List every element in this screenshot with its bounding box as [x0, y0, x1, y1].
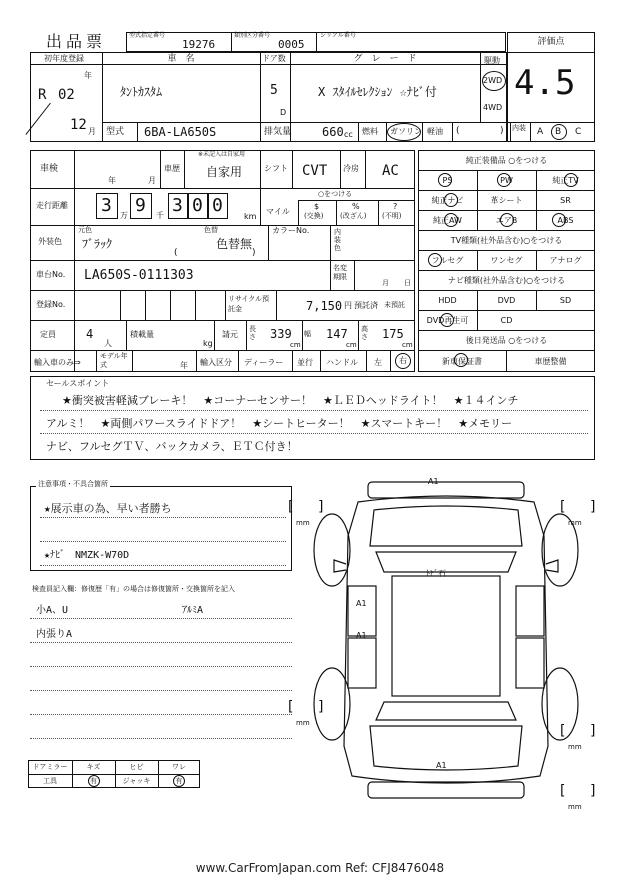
equip-aw: 純正AW [433, 216, 462, 225]
legend-mirror: ドアミラー [32, 763, 68, 771]
paren-close: ) [500, 126, 504, 136]
mileage-label: 走行距離 [36, 201, 68, 210]
ac-value: AC [382, 163, 399, 179]
color-value: ﾌﾞﾗｯｸ [82, 237, 113, 251]
vtype-label: 車歴 [164, 164, 180, 173]
interior-a: A [537, 127, 544, 137]
interior-color-label: 内装色 [334, 228, 341, 252]
model-value: 6BA-LA650S [144, 125, 217, 139]
mile-label: マイル [266, 207, 290, 216]
equip-abs: ABS [557, 216, 574, 225]
sales-point-line-3: ナビ、フルセグＴＶ、バックカメラ、ＥＴＣ付き！ [46, 440, 298, 453]
hgt-value: 175 [382, 327, 404, 341]
legend-break: ワレ [172, 763, 186, 771]
drive-label: 駆動 [484, 56, 500, 65]
car-name-value: ﾀﾝﾄｶｽﾀﾑ [120, 85, 163, 99]
exchange-label: (交換) [304, 212, 324, 220]
damage-door-1: A1 [356, 599, 367, 608]
legend-tool: 工具 [43, 777, 57, 785]
legend-jack: ジャッキ [122, 777, 151, 785]
note-line-1: ★展示車の為、早い者勝ち [44, 502, 172, 515]
footer-reference: www.CarFromJapan.com Ref: CFJ8476048 [195, 861, 445, 875]
vtype-note: ※未記入は自家用 [198, 151, 246, 158]
color-change-value: 色替無 [216, 237, 253, 251]
first-reg-label: 初年度登録 [44, 54, 84, 63]
damage-roof: ﾄﾋﾞ石 [426, 569, 446, 578]
month-unit: 月 [88, 127, 96, 136]
mileage-digit-2: 9 [135, 195, 146, 216]
notes-label: 注意事項・不具合箇所 [38, 480, 108, 488]
mileage-digit-1: 3 [101, 195, 112, 216]
unknown-symbol: ? [393, 202, 398, 211]
len-label: 長さ [249, 325, 256, 341]
score-label: 評価点 [537, 37, 565, 47]
doors-value: 5 [270, 83, 278, 98]
rename-month: 月 [382, 279, 389, 287]
handle-right: 右 [399, 356, 407, 365]
km-unit: km [244, 212, 257, 221]
genuine-header: 純正装備品 ○をつける [465, 156, 548, 165]
paren-open: ( [456, 126, 460, 136]
tv-analog: アナログ [549, 256, 582, 265]
fuel-gasoline: ガソリン [390, 127, 422, 136]
recycle-unit: 円 [344, 301, 352, 310]
hgt-unit: cm [402, 341, 413, 349]
ac-label: 冷房 [343, 164, 359, 173]
hgt-label: 高さ [361, 325, 368, 341]
navi-hdd: HDD [438, 296, 457, 305]
interior-c: C [575, 127, 582, 137]
mileage-man-unit: 万 [120, 211, 128, 220]
chassis-label: 車台No. [36, 270, 66, 279]
handle-left: 左 [374, 358, 382, 367]
inspector-note-2: 内張りA [36, 629, 73, 640]
later-header: 後日発送品 ○をつける [465, 336, 548, 345]
doors-label: ドア数 [262, 54, 286, 63]
damage-door-2: A1 [356, 631, 367, 640]
vtype-value: 自家用 [206, 165, 243, 179]
import-class-label: 輸入区分 [200, 358, 232, 367]
class-no-value: 0005 [278, 38, 305, 51]
navi-dvd: DVD [497, 296, 516, 305]
equip-navi: 純正ナビ [431, 196, 464, 205]
unknown-label: (不明) [382, 212, 402, 220]
navi-sd: SD [559, 296, 572, 305]
handle-label: ハンドル [326, 358, 358, 367]
color-no-label: カラーNo. [272, 226, 310, 235]
damage-rear-bumper: A1 [436, 761, 447, 770]
color-label: 外装色 [38, 237, 62, 246]
parallel-label: 並行 [297, 358, 313, 367]
year-value: 02 [58, 87, 75, 103]
tamper-symbol: % [352, 202, 360, 211]
regno-label: 登録No. [36, 300, 66, 309]
later-warranty: 新車保証書 [442, 357, 482, 366]
navi-cd: CD [500, 316, 513, 325]
sales-point-line-2: アルミ！ ★両側パワースライドドア！ ★シートヒーター！ ★スマートキー！ ★メモリー [46, 417, 513, 430]
mileage-digit-5: 0 [212, 195, 223, 216]
model-year-label: モデル年式 [100, 352, 128, 369]
legend-crack: ヒビ [129, 763, 144, 771]
score-value: 4.5 [514, 63, 576, 103]
len-unit: cm [290, 341, 301, 349]
orig-color-label: 元色 [78, 226, 92, 234]
legend-jack-value: 有 [175, 777, 183, 785]
tamper-label: (改ざん) [340, 212, 367, 220]
equip-tv: 純正TV [552, 176, 579, 185]
chassis-value: LA650S-0111303 [84, 268, 194, 283]
wid-label: 幅 [304, 330, 311, 338]
inspector-label: 検査員記入欄：修復歴「有」の場合は修復箇所・交換箇所を記入 [32, 585, 235, 593]
rename-label: 名変期限 [333, 264, 347, 281]
sales-point-label: セールスポイント [46, 379, 110, 388]
damage-front-bumper: A1 [428, 477, 439, 486]
inspector-note-1b: ｱﾙﾐA [182, 605, 204, 616]
cap-label: 定員 [40, 330, 56, 339]
fuel-label: 燃料 [362, 127, 378, 136]
equip-airbag: エアB [495, 216, 518, 225]
recycle-value: 7,150 [306, 299, 343, 313]
equip-leather: 革シート [490, 196, 523, 205]
sheet-title: 出品票 [46, 32, 107, 51]
later-maintenance: 車歴整備 [534, 357, 567, 366]
navi-header: ナビ種類(社外品含む)○をつける [447, 276, 566, 285]
navi-dvd-play: DVD再生可 [426, 316, 469, 325]
miles-header: ○をつける [318, 190, 353, 198]
displacement-value: 660 [322, 125, 344, 139]
cap-value: 4 [86, 327, 94, 341]
equip-sr: SR [560, 196, 571, 205]
recycle-none: 未預託 [384, 301, 405, 309]
mileage-sen-unit: 千 [156, 211, 164, 220]
wid-unit: cm [346, 341, 357, 349]
tire-spare-unit: mm [568, 803, 582, 811]
drive-2wd: 2WD [483, 76, 503, 85]
fuel-diesel: 軽油 [427, 127, 443, 136]
tire-rl-unit: mm [296, 719, 310, 727]
month-value: 12 [70, 117, 87, 133]
class-no-label: 類別区分番号 [234, 32, 271, 39]
color-change-label: 色替 [204, 226, 218, 234]
inspection-month-unit: 月 [148, 176, 156, 185]
type-no-label: 型式指定番号 [129, 32, 166, 39]
interior-b: B [555, 127, 562, 137]
name-label: 車 名 [167, 54, 195, 64]
inspection-year-unit: 年 [108, 176, 116, 185]
mileage-digit-3: 3 [172, 195, 183, 216]
drive-4wd: 4WD [483, 103, 503, 112]
sales-point-line-1: ★衝突被害軽減ブレーキ！ ★コーナーセンサー！ ★ＬＥＤヘッドライト！ ★１４インチ [62, 394, 519, 407]
legend-tool-value: 有 [90, 777, 97, 785]
weight-label: 請元 [222, 330, 238, 339]
shift-value: CVT [302, 163, 328, 179]
tv-oneseg: ワンセグ [490, 256, 523, 265]
recycle-label: リサイクル預託金 [228, 295, 270, 313]
equip-pw: PW [500, 176, 513, 185]
tire-fl-unit: mm [296, 519, 310, 527]
recycle-done: 預託済 [354, 301, 378, 310]
dealer-label: ディーラー [244, 358, 284, 367]
model-label: 型式 [106, 127, 125, 137]
tire-rr-unit: mm [568, 743, 582, 751]
exchange-symbol: $ [314, 202, 320, 211]
legend-scratch: キズ [86, 763, 101, 771]
load-label: 積載量 [130, 330, 154, 339]
len-value: 339 [270, 327, 292, 341]
tv-fullseg: フルセグ [431, 256, 464, 265]
equip-ps: PS [442, 176, 453, 185]
type-no-value: 19276 [182, 38, 216, 51]
tire-fr-unit: mm [568, 519, 582, 527]
mileage-digit-4: 0 [192, 195, 203, 216]
wid-value: 147 [326, 327, 348, 341]
cap-unit: 人 [104, 339, 112, 348]
serial-label: シリアル番号 [320, 32, 356, 39]
kg-unit: kg [203, 339, 213, 348]
grade-value: X ｽﾀｲﾙｾﾚｸｼｮﾝ ☆ﾅﾋﾞ付 [318, 85, 437, 99]
inspector-note-1a: 小A、U [36, 605, 69, 616]
tv-header: TV種類(社外品含む)○をつける [450, 236, 563, 245]
note-line-2: ★ﾅﾋﾞ NMZK-W70D [44, 550, 130, 561]
model-year-unit: 年 [180, 361, 188, 370]
shift-label: シフト [264, 164, 288, 173]
import-label: 輸入車のみ⇒ [34, 358, 81, 367]
interior-label: 内装 [512, 124, 526, 132]
door-suffix: D [280, 108, 287, 117]
cc-unit: cc [344, 130, 353, 139]
year-unit: 年 [84, 71, 92, 80]
grade-label: グ レ ー ド [353, 54, 417, 64]
era-value: R [38, 87, 47, 103]
inspection-label: 車検 [40, 164, 59, 174]
displacement-label: 排気量 [264, 127, 292, 137]
